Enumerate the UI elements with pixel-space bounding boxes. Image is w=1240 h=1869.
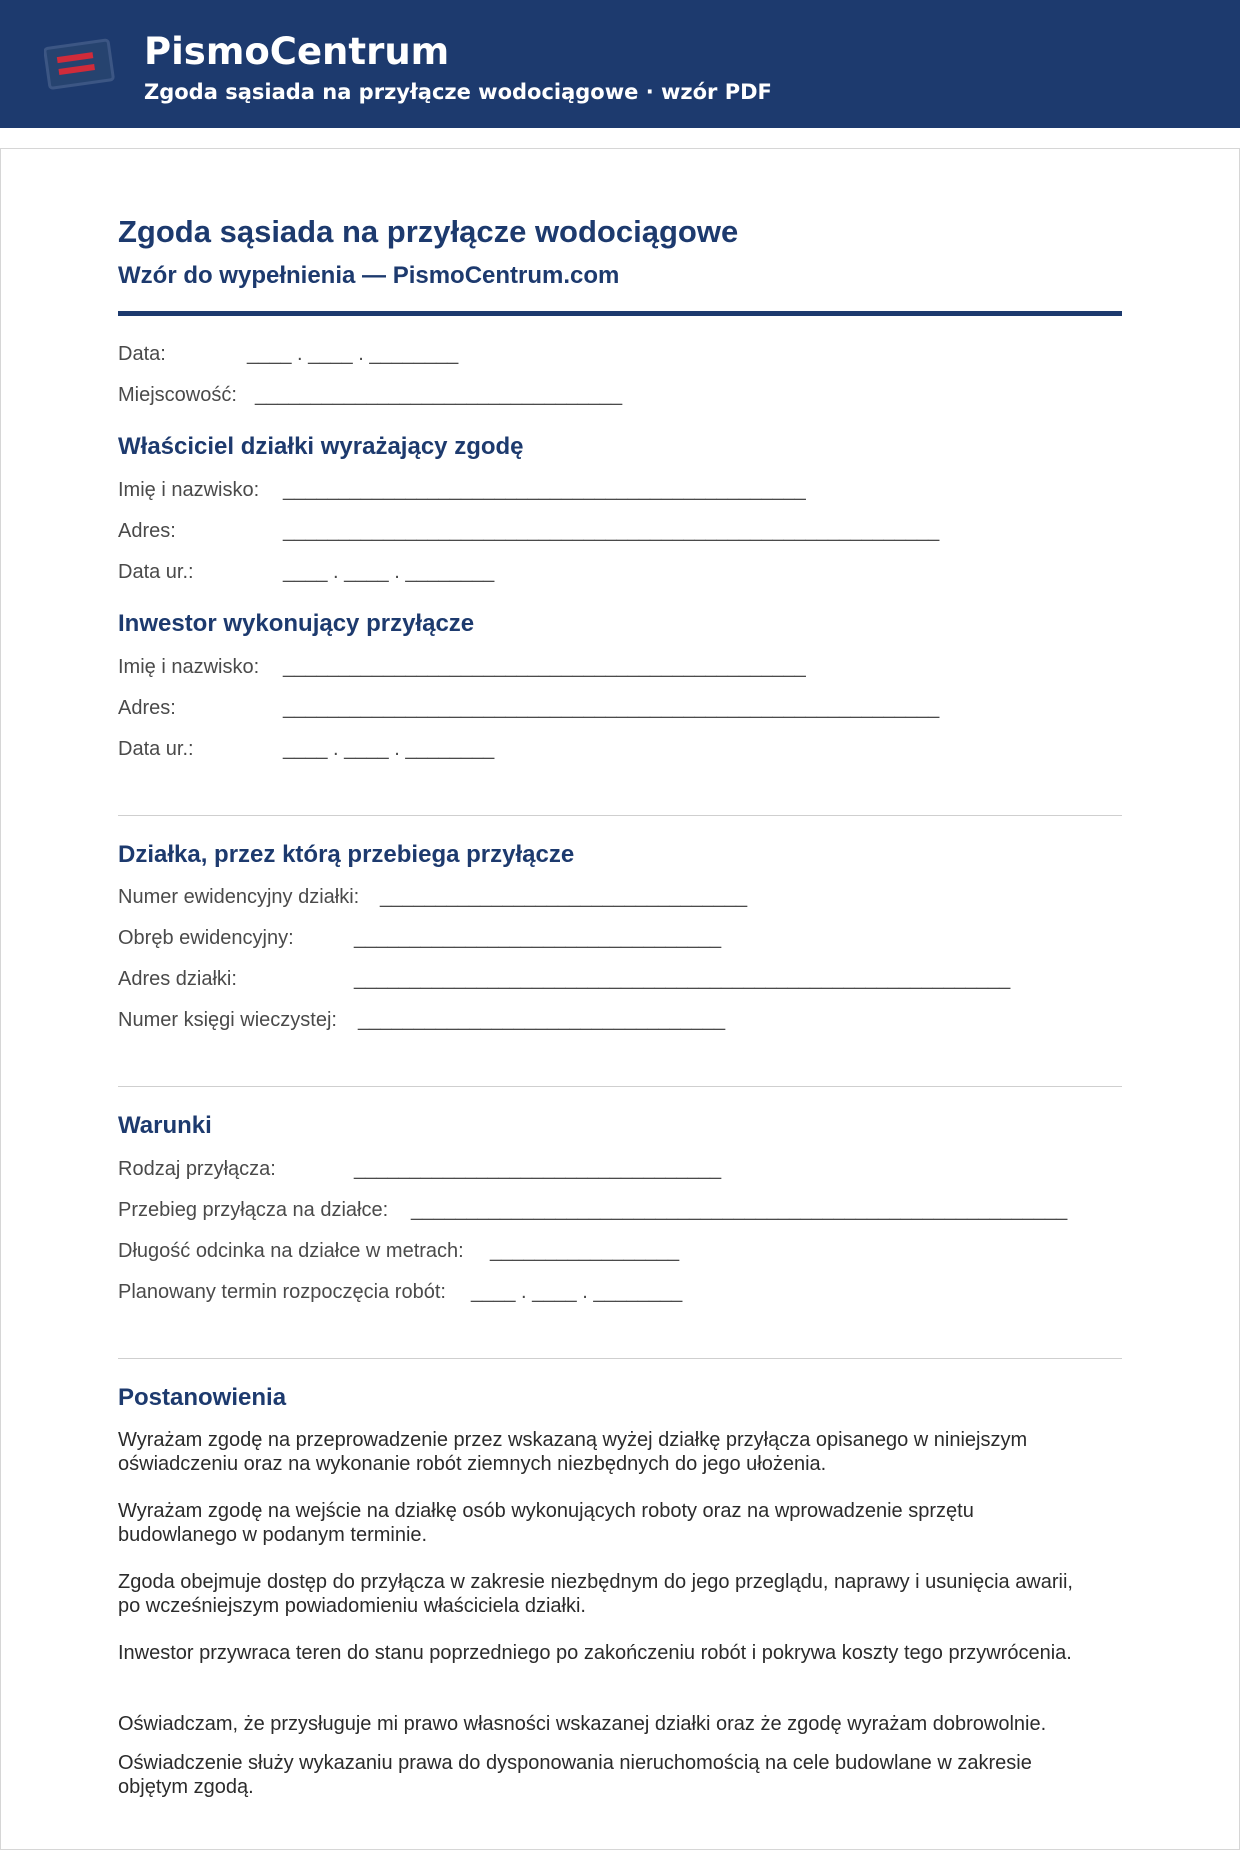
provisions-section-heading: Postanowienia (118, 1384, 287, 1411)
header-subtitle: Zgoda sąsiada na przyłącze wodociągowe · wzór PDF (144, 80, 772, 104)
document-subtitle: Wzór do wypełnienia — PismoCentrum.com (118, 262, 620, 289)
investor-birthdate-field[interactable]: ____ . ____ . ________ (283, 738, 495, 760)
owner-address-field[interactable]: ___________________________________________________________ (283, 520, 940, 542)
parcel-number-label: Numer ewidencyjny działki: (118, 886, 360, 908)
date-field[interactable]: ____ . ____ . ________ (247, 343, 459, 365)
place-label: Miejscowość: (118, 384, 237, 406)
owner-birthdate-label: Data ur.: (118, 561, 194, 583)
section-divider (118, 815, 1122, 816)
investor-name-field[interactable]: _______________________________________________ (283, 656, 806, 678)
land-register-field[interactable]: _________________________________ (358, 1009, 726, 1031)
parcel-address-field[interactable]: ___________________________________________________________ (354, 968, 1011, 990)
start-date-label: Planowany termin rozpoczęcia robót: (118, 1281, 446, 1303)
investor-address-label: Adres: (118, 697, 176, 719)
section-length-field[interactable]: _________________ (490, 1240, 680, 1262)
date-label: Data: (118, 343, 166, 365)
owner-birthdate-field[interactable]: ____ . ____ . ________ (283, 561, 495, 583)
investor-address-field[interactable]: ___________________________________________________________ (283, 697, 940, 719)
owner-section-heading: Właściciel działki wyrażający zgodę (118, 433, 524, 460)
parcel-precinct-label: Obręb ewidencyjny: (118, 927, 294, 949)
section-divider (118, 1358, 1122, 1359)
land-register-label: Numer księgi wieczystej: (118, 1009, 337, 1031)
parcel-address-label: Adres działki: (118, 968, 237, 990)
parcel-precinct-field[interactable]: _________________________________ (354, 927, 722, 949)
provision-item: Wyrażam zgodę na wejście na działkę osób wykonujących roboty oraz na wprowadzenie sprzętu budowlanego w podanym terminie. (118, 1500, 974, 1546)
brand-name: PismoCentrum (144, 30, 450, 73)
parcel-section-heading: Działka, przez którą przebiega przyłącze (118, 841, 575, 868)
connection-route-field[interactable]: ___________________________________________________________ (411, 1199, 1068, 1221)
provision-item: Zgoda obejmuje dostęp do przyłącza w zakresie niezbędnym do jego przeglądu, naprawy i usunięcia awarii, po wcześniejszym powiadomieniu właściciela działki. (118, 1571, 1073, 1617)
connection-type-label: Rodzaj przyłącza: (118, 1158, 276, 1180)
owner-address-label: Adres: (118, 520, 176, 542)
section-length-label: Długość odcinka na działce w metrach: (118, 1240, 464, 1262)
conditions-section-heading: Warunki (118, 1112, 212, 1139)
start-date-field[interactable]: ____ . ____ . ________ (471, 1281, 683, 1303)
parcel-number-field[interactable]: _________________________________ (380, 886, 748, 908)
provision-item: Oświadczenie służy wykazaniu prawa do dysponowania nieruchomością na cele budowlane w zakresie objętym zgodą. (118, 1752, 1032, 1798)
investor-section-heading: Inwestor wykonujący przyłącze (118, 610, 475, 637)
document-logo-icon (44, 38, 116, 90)
owner-name-label: Imię i nazwisko: (118, 479, 260, 501)
investor-name-label: Imię i nazwisko: (118, 656, 260, 678)
provision-item: Wyrażam zgodę na przeprowadzenie przez wskazaną wyżej działkę przyłącza opisanego w niniejszym oświadczeniu oraz na wykonanie robót ziemnych niezbędnych do jego ułożenia. (118, 1429, 1028, 1475)
section-divider (118, 1086, 1122, 1087)
provision-item: Oświadczam, że przysługuje mi prawo własności wskazanej działki oraz że zgodę wyrażam dobrowolnie. (118, 1713, 1047, 1735)
place-field[interactable]: _________________________________ (255, 384, 623, 406)
header-bar (0, 0, 1240, 128)
document-title: Zgoda sąsiada na przyłącze wodociągowe (118, 214, 739, 249)
connection-route-label: Przebieg przyłącza na działce: (118, 1199, 389, 1221)
provision-item: Inwestor przywraca teren do stanu poprzedniego po zakończeniu robót i pokrywa koszty tego przywrócenia. (118, 1642, 1072, 1664)
owner-name-field[interactable]: _______________________________________________ (283, 479, 806, 501)
connection-type-field[interactable]: _________________________________ (354, 1158, 722, 1180)
investor-birthdate-label: Data ur.: (118, 738, 194, 760)
title-divider (118, 311, 1122, 316)
